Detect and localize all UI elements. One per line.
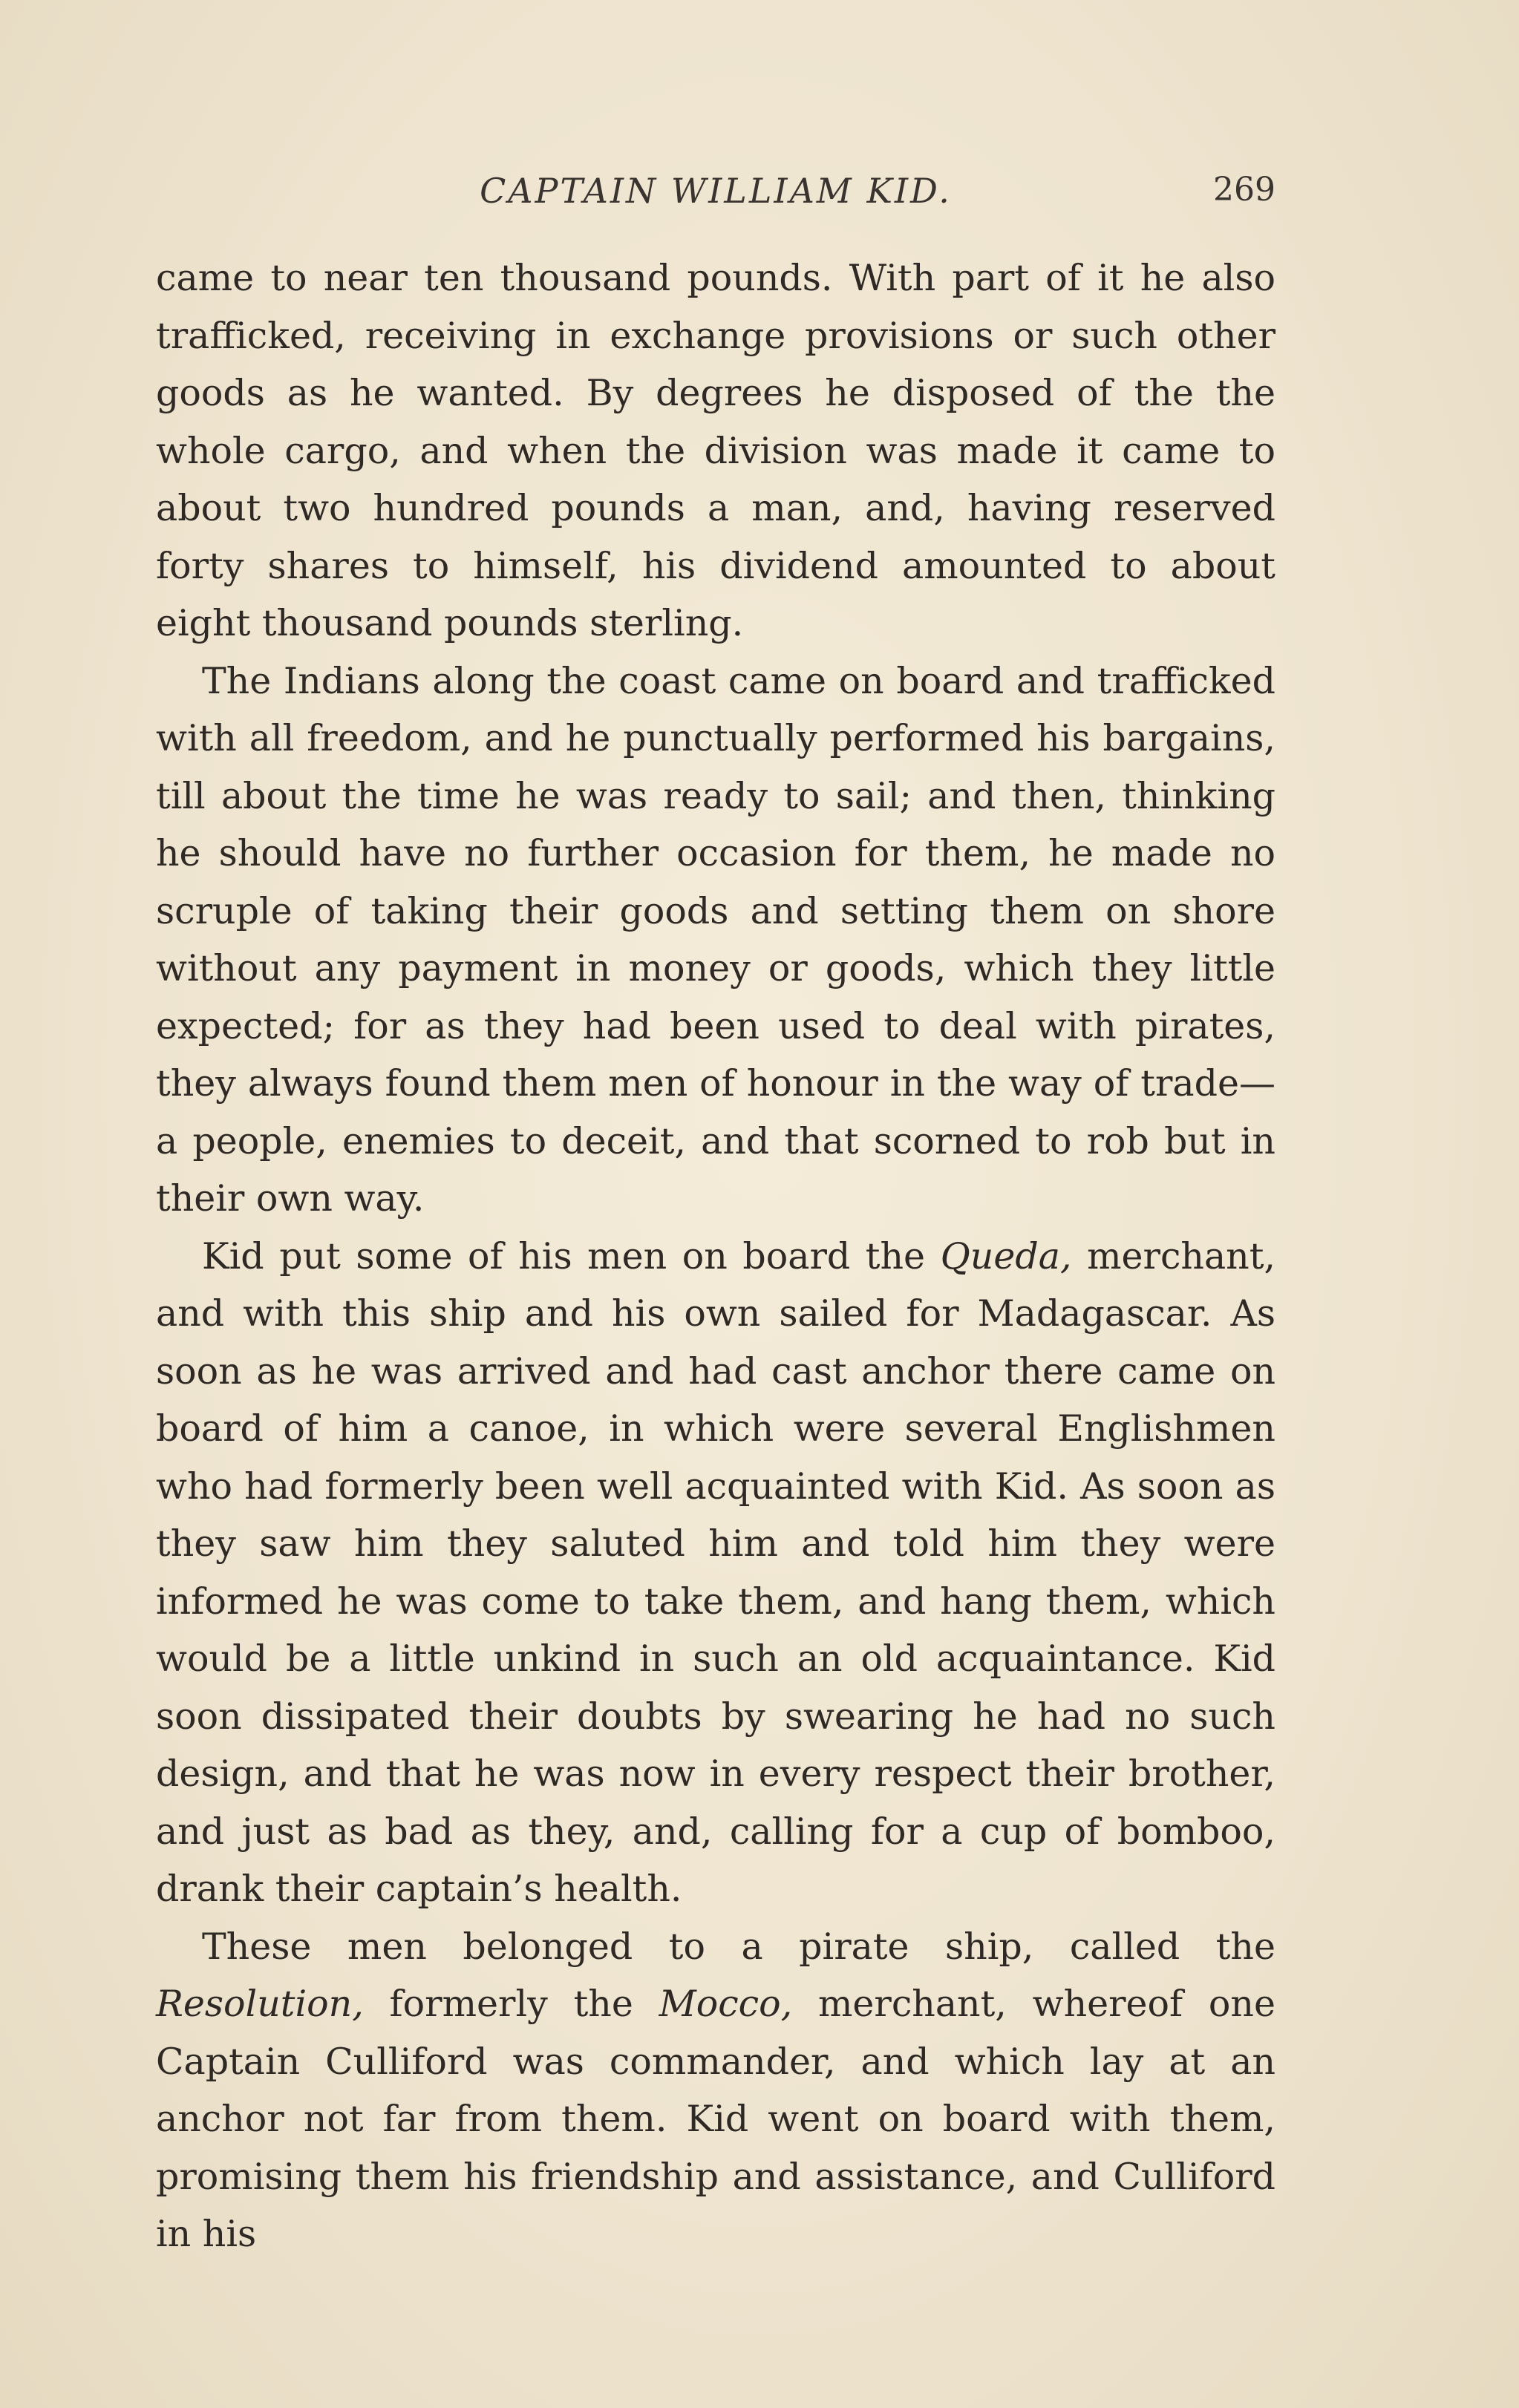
paragraph: [156, 1228, 1275, 1918]
running-title: CAPTAIN WILLIAM KID.: [480, 171, 952, 211]
paragraph: [156, 652, 1275, 1228]
text-segment: The Indians along the coast came on board and trafficked with all freedom, and he punctually performed his bargains, till about the time he was ready to sail; and then, thinking he should have no further occasion for them, he made no scruple of taking their goods and setting them on shore without any payment in money or goods, which they little expected; for as they had been used to deal with pirates, they always found them men of honour in the way of trade—a people, enemies to deceit, and that scorned to rob but in their own way.: [156, 659, 1275, 1220]
text-segment: merchant, whereof one Captain Culliford was commander, and which lay at an anchor not far from them. Kid went on board with them, promising them his friendship and assistance, and Culliford in his: [156, 1983, 1275, 2255]
paragraph: [156, 1918, 1275, 2263]
ship-name-resolution: Resolution,: [156, 1983, 364, 2025]
ship-name-mocco: Mocco,: [659, 1983, 793, 2025]
text-segment: Kid put some of his men on board the: [202, 1234, 941, 1277]
running-head: [156, 171, 1275, 223]
text-segment: These men belonged to a pirate ship, called the: [202, 1925, 1275, 1968]
text-segment: merchant, and with this ship and his own sailed for Madagascar. As soon as he was arrived and had cast anchor there came on board of him a canoe, in which were several Englishmen who had formerly been well acquainted with Kid. As soon as they saw him they saluted him and told him they were informed he was come to take them, and hang them, which would be a little unkind in such an old acquaintance. Kid soon dissipated their doubts by swearing he had no such design, and that he was now in every respect their brother, and just as bad as they, and, calling for a cup of bomboo, drank their captain’s health.: [156, 1234, 1275, 1910]
body-text: [156, 249, 1275, 2263]
paragraph-continued: [156, 249, 1275, 652]
page-number: 269: [1213, 171, 1275, 209]
ship-name-queda: Quedа,: [940, 1234, 1072, 1277]
text-segment: formerly the: [363, 1983, 659, 2025]
text-segment: came to near ten thousand pounds. With part of it he also trafficked, receiving in exchange provisions or such other goods as he wanted. By degrees he disposed of the the whole cargo, and when the division was made it came to about two hundred pounds a man, and, having reserved forty shares to himself, his dividend amounted to about eight thousand pounds sterling.: [156, 257, 1275, 644]
